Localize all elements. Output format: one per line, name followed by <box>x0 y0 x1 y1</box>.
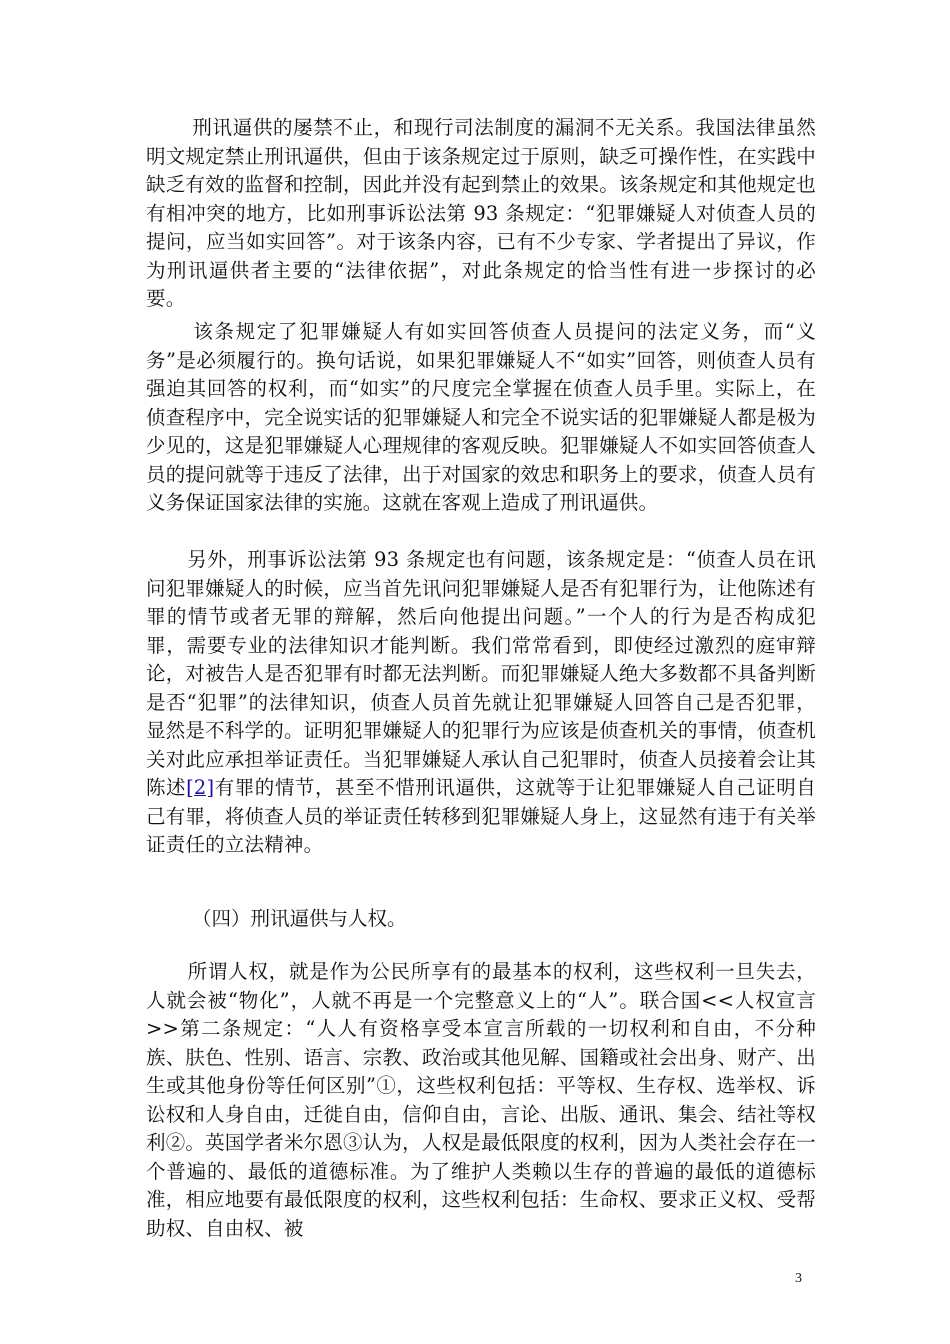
paragraph-2-text: 该条规定了犯罪嫌疑人有如实回答侦查人员提问的法定义务，而“义务”是必须履行的。换句话说，如果犯罪嫌疑人不“如实”回答，则侦查人员有强迫其回答的权利，而“如实”的尺度完全掌握在侦查人员手里。实际上，在侦查程序中，完全说实话的犯罪嫌疑人和完全不说实话的犯罪嫌疑人都是极为少见的，这是犯罪嫌疑人心理规律的客观反映。犯罪嫌疑人不如实回答侦查人员的提问就等于违反了法律，出于对国家的效忠和职务上的要求，侦查人员有义务保证国家法律的实施。这就在客观上造成了刑讯逼供。 <box>146 320 816 514</box>
paragraph-4 <box>146 958 816 1243</box>
paragraph-4-text: 所谓人权，就是作为公民所享有的最基本的权利，这些权利一旦失去，人就会被“物化”，人就不再是一个完整意义上的“人”。联合国<<人权宣言>>第二条规定：“人人有资格享受本宣言所载的一切权利和自由，不分种族、肤色、性别、语言、宗教、政治或其他见解、国籍或社会出身、财产、出生或其他身份等任何区别”①，这些权利包括：平等权、生存权、选举权、诉讼权和人身自由，迁徙自由，信仰自由，言论、出版、通讯、集会、结社等权利②。英国学者米尔恩③认为，人权是最低限度的权利，因为人类社会存在一个普遍的、最低的道德标准。为了维护人类赖以生存的普遍的最低的道德标准，相应地要有最低限度的权利，这些权利包括：生命权、要求正义权、受帮助权、自由权、被 <box>146 960 816 1240</box>
paragraph-1-text: 刑讯逼供的屡禁不止，和现行司法制度的漏洞不无关系。我国法律虽然明文规定禁止刑讯逼供，但由于该条规定过于原则，缺乏可操作性，在实践中缺乏有效的监督和控制，因此并没有起到禁止的效果。该条规定和其他规定也有相冲突的地方，比如刑事诉讼法第 93 条规定：“犯罪嫌疑人对侦查人员的提问，应当如实回答”。对于该条内容，已有不少专家、学者提出了异议，作为刑讯逼供者主要的“法律依据”，对此条规定的恰当性有进一步探讨的必要。 <box>146 116 816 310</box>
paragraph-3-text-b: 有罪的情节，甚至不惜刑讯逼供，这就等于让犯罪嫌疑人自己证明自己有罪，将侦查人员的举证责任转移到犯罪嫌疑人身上，这显然有违于有关举证责任的立法精神。 <box>146 776 816 856</box>
paragraph-1 <box>146 114 816 314</box>
section-heading: （四）刑讯逼供与人权。 <box>192 907 407 930</box>
page-number: 3 <box>795 1271 802 1286</box>
footnote-link-2[interactable]: [2] <box>186 776 215 799</box>
paragraph-3 <box>146 546 816 860</box>
paragraph-2 <box>146 318 816 518</box>
paragraph-3-text-a: 另外，刑事诉讼法第 93 条规定也有问题，该条规定是：“侦查人员在讯问犯罪嫌疑人的时候，应当首先讯问犯罪嫌疑人是否有犯罪行为，让他陈述有罪的情节或者无罪的辩解，然后向他提出问题。”一个人的行为是否构成犯罪，需要专业的法律知识才能判断。我们常常看到，即使经过激烈的庭审辩论，对被告人是否犯罪有时都无法判断。而犯罪嫌疑人绝大多数都不具备判断是否“犯罪”的法律知识，侦查人员首先就让犯罪嫌疑人回答自己是否犯罪，显然是不科学的。证明犯罪嫌疑人的犯罪行为应该是侦查机关的事情，侦查机关对此应承担举证责任。当犯罪嫌疑人承认自己犯罪时，侦查人员接着会让其陈述 <box>146 548 816 799</box>
